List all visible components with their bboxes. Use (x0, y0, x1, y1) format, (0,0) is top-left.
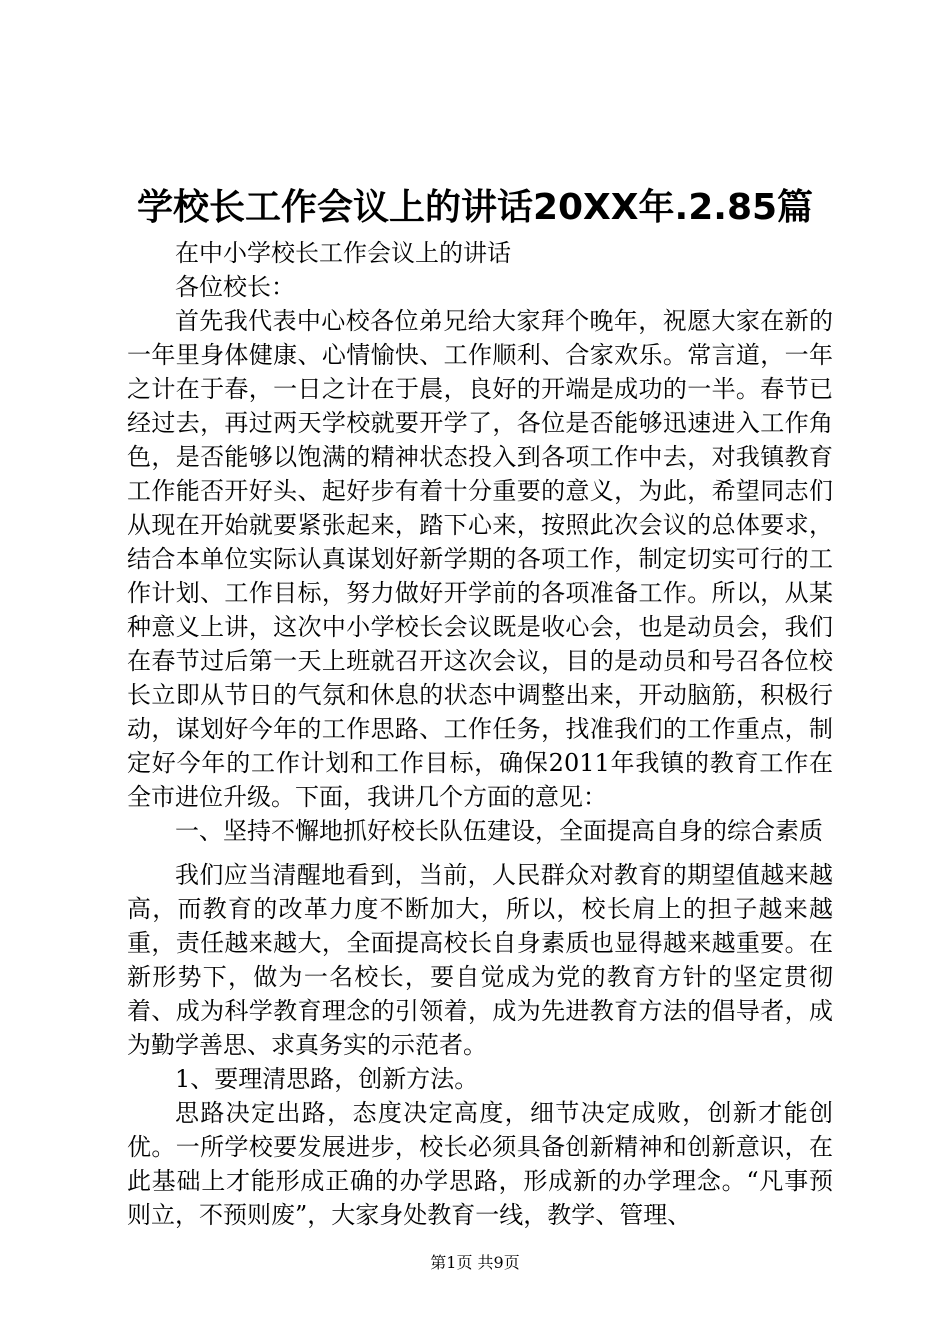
page-number-footer: 第1页 共9页 (430, 1253, 520, 1272)
subsection-heading: 1、要理清思路，创新方法。 (175, 1065, 479, 1093)
body-paragraph: 首先我代表中心校各位弟兄给大家拜个晚年，祝愿大家在新的一年里身体健康、心情愉快、工作顺利、合家欢乐。常言道，一年之计在于春，一日之计在于晨，良好的开端是成功的一半。春节已经过去，再过两天学校就要开学了，各位是否能够迅速进入工作角色，是否能够以饱满的精神状态投入到各项工作中去，对我镇教育工作能否开好头、起好步有着十分重要的意义，为此，希望同志们从现在开始就要紧张起来，踏下心来，按照此次会议的总体要求，结合本单位实际认真谋划好新学期的各项工作，制定切实可行的工作计划、工作目标，努力做好开学前的各项准备工作。所以，从某种意义上讲，这次中小学校长会议既是收心会，也是动员会，我们在春节过后第一天上班就召开这次会议，目的是动员和号召各位校长立即从节日的气氛和休息的状态中调整出来，开动脑筋，积极行动，谋划好今年的工作思路、工作任务，找准我们的工作重点，制定好今年的工作计划和工作目标，确保2011年我镇的教育工作在全市进位升级。下面，我讲几个方面的意见： (127, 307, 833, 811)
body-paragraph: 我们应当清醒地看到，当前，人民群众对教育的期望值越来越高，而教育的改革力度不断加大，所以，校长肩上的担子越来越重，责任越来越大，全面提高校长自身素质也显得越来越重要。在新形势下，做为一名校长，要自觉成为党的教育方针的坚定贯彻着、成为科学教育理念的引领着，成为先进教育方法的倡导者，成为勤学善思、求真务实的示范者。 (127, 861, 833, 1059)
subtitle-paragraph: 在中小学校长工作会议上的讲话 (175, 239, 511, 267)
document-body (127, 236, 833, 1232)
section-heading: 一、坚持不懈地抓好校长队伍建设，全面提高自身的综合素质 (175, 817, 823, 845)
body-paragraph: 思路决定出路，态度决定高度，细节决定成败，创新才能创优。一所学校要发展进步，校长必须具备创新精神和创新意识，在此基础上才能形成正确的办学思路，形成新的办学理念。“凡事预则立，不预则废”，大家身处教育一线，教学、管理、 (127, 1099, 833, 1229)
document-title: 学校长工作会议上的讲话20XX年.2.85篇 (136, 187, 814, 228)
salutation-paragraph: 各位校长： (175, 273, 295, 301)
